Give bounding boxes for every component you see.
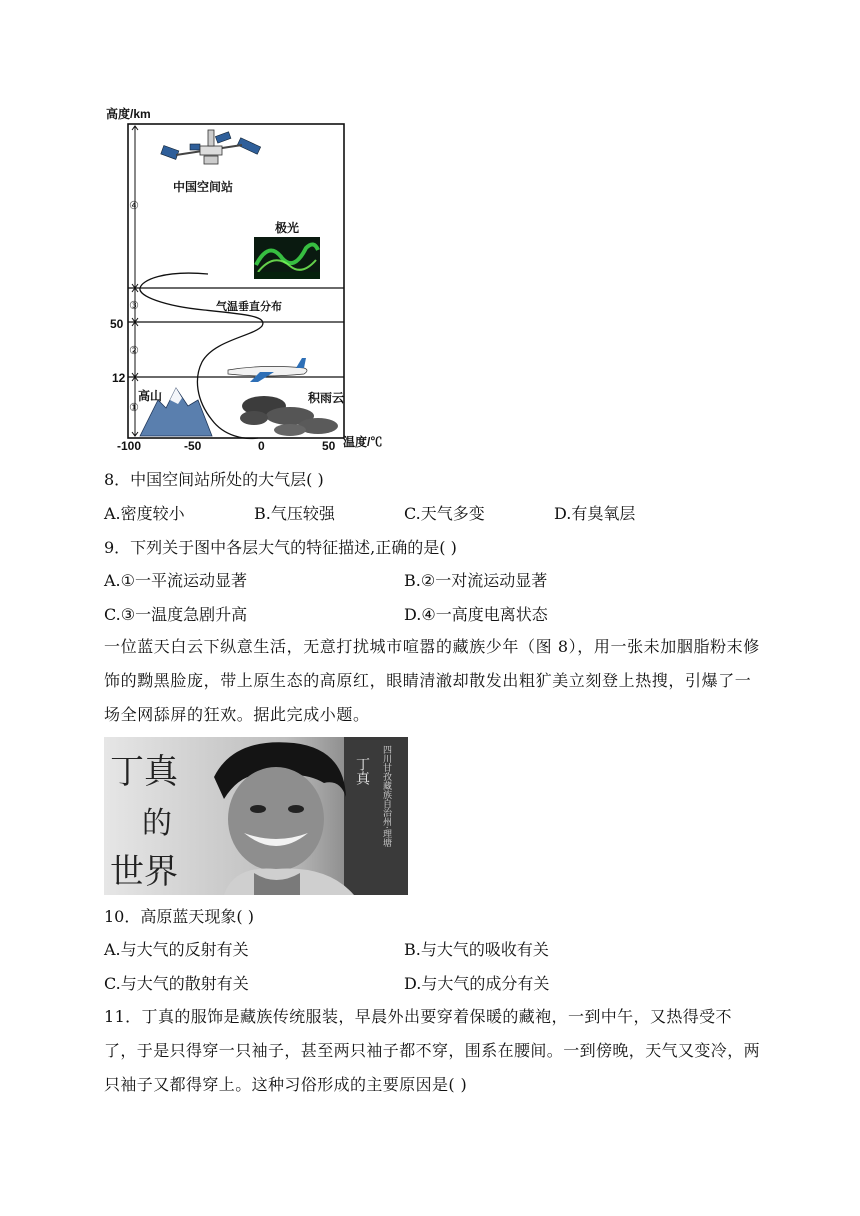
q10-option-c: C.与大气的散射有关 xyxy=(104,974,249,993)
photo-title-1: 丁真 xyxy=(110,752,178,792)
question-9-stem: 9．下列关于图中各层大气的特征描述,正确的是( ) xyxy=(104,538,457,557)
y-axis-title: 高度/km xyxy=(106,107,151,121)
layer-label: ③ xyxy=(129,299,139,312)
y-tick: 12 xyxy=(112,371,126,385)
question-10-stem: 10．高原蓝天现象( ) xyxy=(104,907,254,926)
photo-place: 四川甘孜藏族自治州·理塘 xyxy=(381,745,391,847)
atmosphere-diagram xyxy=(104,100,394,458)
face-shape xyxy=(228,767,324,871)
q8-option-c: C.天气多变 xyxy=(404,504,485,523)
aurora-image xyxy=(254,237,320,279)
airplane-icon xyxy=(228,358,307,382)
mountain-label: 高山 xyxy=(138,389,163,403)
x-tick: -50 xyxy=(184,439,202,453)
q9-option-b: B.②一对流运动显著 xyxy=(404,571,548,590)
photo-name: 丁真 xyxy=(354,757,370,785)
aurora-label: 极光 xyxy=(275,221,300,235)
x-tick: 0 xyxy=(258,439,265,453)
q10-option-d: D.与大气的成分有关 xyxy=(404,974,550,993)
q8-option-a: A.密度较小 xyxy=(104,504,185,523)
layer-label: ④ xyxy=(129,199,139,212)
x-axis-title: 温度/℃ xyxy=(343,435,383,449)
dingzhen-photo xyxy=(104,737,408,895)
x-tick: -100 xyxy=(117,439,142,453)
x-tick: 50 xyxy=(322,439,336,453)
photo-title-3: 世界 xyxy=(110,852,178,892)
q10-option-b: B.与大气的吸收有关 xyxy=(404,940,549,959)
q9-option-c: C.③一温度急剧升高 xyxy=(104,605,248,624)
station-label: 中国空间站 xyxy=(173,180,234,194)
question-8-stem: 8．中国空间站所处的大气层( ) xyxy=(104,470,324,489)
reading-passage: 一位蓝天白云下纵意生活，无意打扰城市喧嚣的藏族少年（图 8），用一张未加胭脂粉末修饰的黝黑脸庞，带上原生态的高原红，眼睛清澈却散发出粗犷美立刻登上热搜，引爆了一场全网舔屏的狂欢。据此完成小题。 xyxy=(104,637,760,724)
layer-label: ② xyxy=(129,344,139,357)
q9-option-a: A.①一平流运动显著 xyxy=(104,571,247,590)
y-tick: 50 xyxy=(110,317,124,331)
q10-option-a: A.与大气的反射有关 xyxy=(104,940,249,959)
q8-option-d: D.有臭氧层 xyxy=(554,504,636,523)
layer-label: ① xyxy=(129,401,139,414)
q8-option-b: B.气压较强 xyxy=(254,504,335,523)
photo-title-2: 的 xyxy=(142,806,172,841)
q9-option-d: D.④一高度电离状态 xyxy=(404,605,548,624)
curve-label: 气温垂直分布 xyxy=(216,301,282,313)
question-11-stem: 11．丁真的服饰是藏族传统服装，早晨外出要穿着保暖的藏袍，一到中午，又热得受不了，于是只得穿一只袖子，甚至两只袖子都不穿，围系在腰间。一到傍晚，天气又变冷，两只袖子又都得穿上。这种习俗形成的主要原因是( ) xyxy=(104,1007,761,1094)
cloud-label: 积雨云 xyxy=(308,391,345,405)
space-station-icon xyxy=(161,130,261,164)
